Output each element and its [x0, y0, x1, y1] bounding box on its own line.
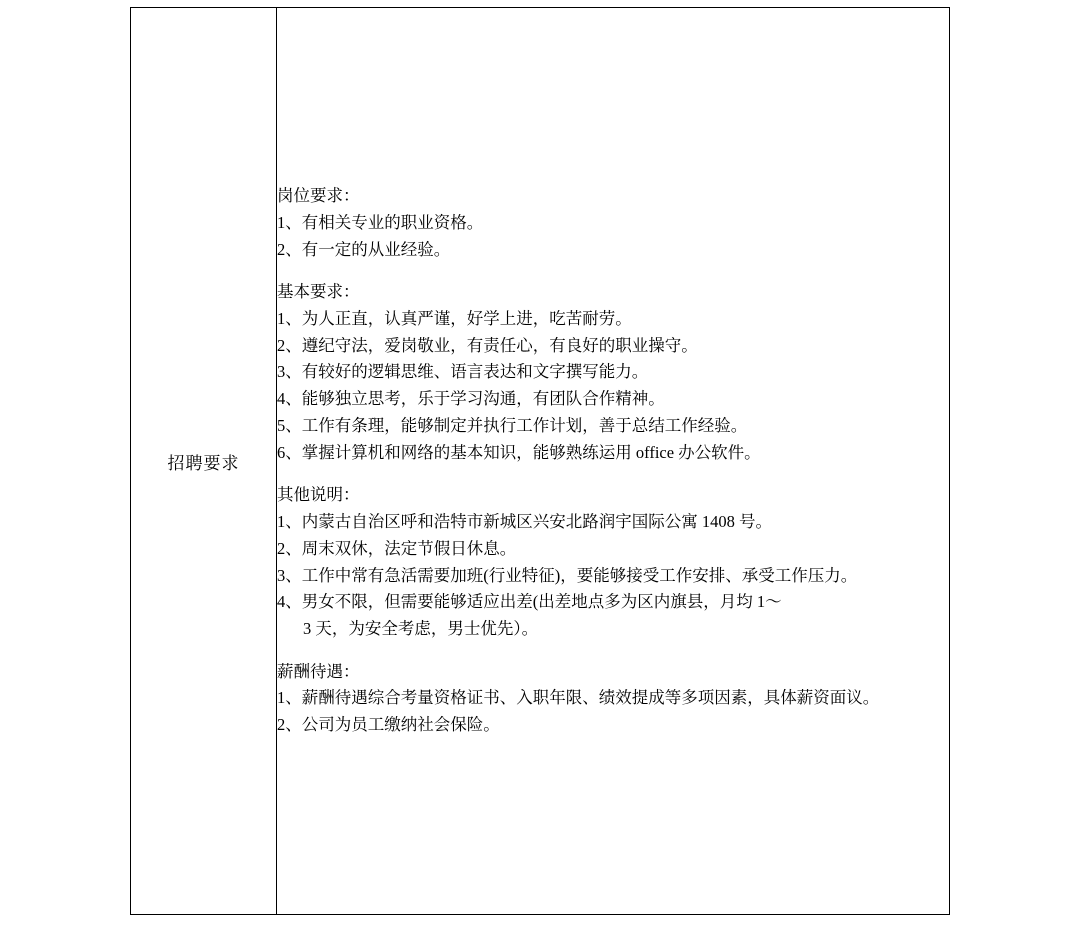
recruitment-requirements-table [130, 7, 950, 915]
table-row [131, 8, 950, 915]
section-line: 6、掌握计算机和网络的基本知识，能够熟练运用 office 办公软件。 [277, 442, 761, 462]
section-line: 1、为人正直，认真严谨，好学上进，吃苦耐劳。 [277, 309, 632, 329]
section-line: 1、有相关专业的职业资格。 [277, 212, 484, 232]
section-job-requirements [277, 183, 949, 263]
section-line: 3、工作中常有急活需要加班(行业特征)，要能够接受工作安排、承受工作压力。 [277, 565, 858, 585]
section-line: 3、有较好的逻辑思维、语言表达和文字撰写能力。 [277, 362, 649, 382]
section-line: 4、男女不限，但需要能够适应出差(出差地点多为区内旗县，月均 1～ [277, 592, 782, 612]
section-line: 2、公司为员工缴纳社会保险。 [277, 715, 500, 735]
section-line: 1、薪酬待遇综合考量资格证书、入职年限、绩效提成等多项因素，具体薪资面议。 [277, 688, 880, 708]
section-heading: 岗位要求： [277, 186, 360, 206]
section-line: 4、能够独立思考，乐于学习沟通，有团队合作精神。 [277, 389, 665, 409]
section-heading: 其他说明： [277, 485, 360, 505]
section-heading: 基本要求： [277, 282, 360, 302]
section-other-notes [277, 482, 949, 642]
section-line: 5、工作有条理，能够制定并执行工作计划，善于总结工作经验。 [277, 415, 748, 435]
row-content-cell [277, 8, 950, 915]
section-basic-requirements [277, 279, 949, 466]
section-heading: 薪酬待遇： [277, 661, 360, 681]
row-label-cell [131, 8, 277, 915]
section-line: 1、内蒙古自治区呼和浩特市新城区兴安北路润宇国际公寓 1408 号。 [277, 512, 772, 532]
section-line: 2、遵纪守法，爱岗敬业，有责任心，有良好的职业操守。 [277, 335, 698, 355]
section-line: 3 天，为安全考虑，男士优先）。 [303, 618, 539, 638]
section-line: 2、周末双休，法定节假日休息。 [277, 538, 517, 558]
section-salary [277, 659, 949, 739]
section-line: 2、有一定的从业经验。 [277, 239, 451, 259]
row-label-text: 招聘要求 [167, 453, 240, 473]
requirements-content [277, 183, 949, 739]
